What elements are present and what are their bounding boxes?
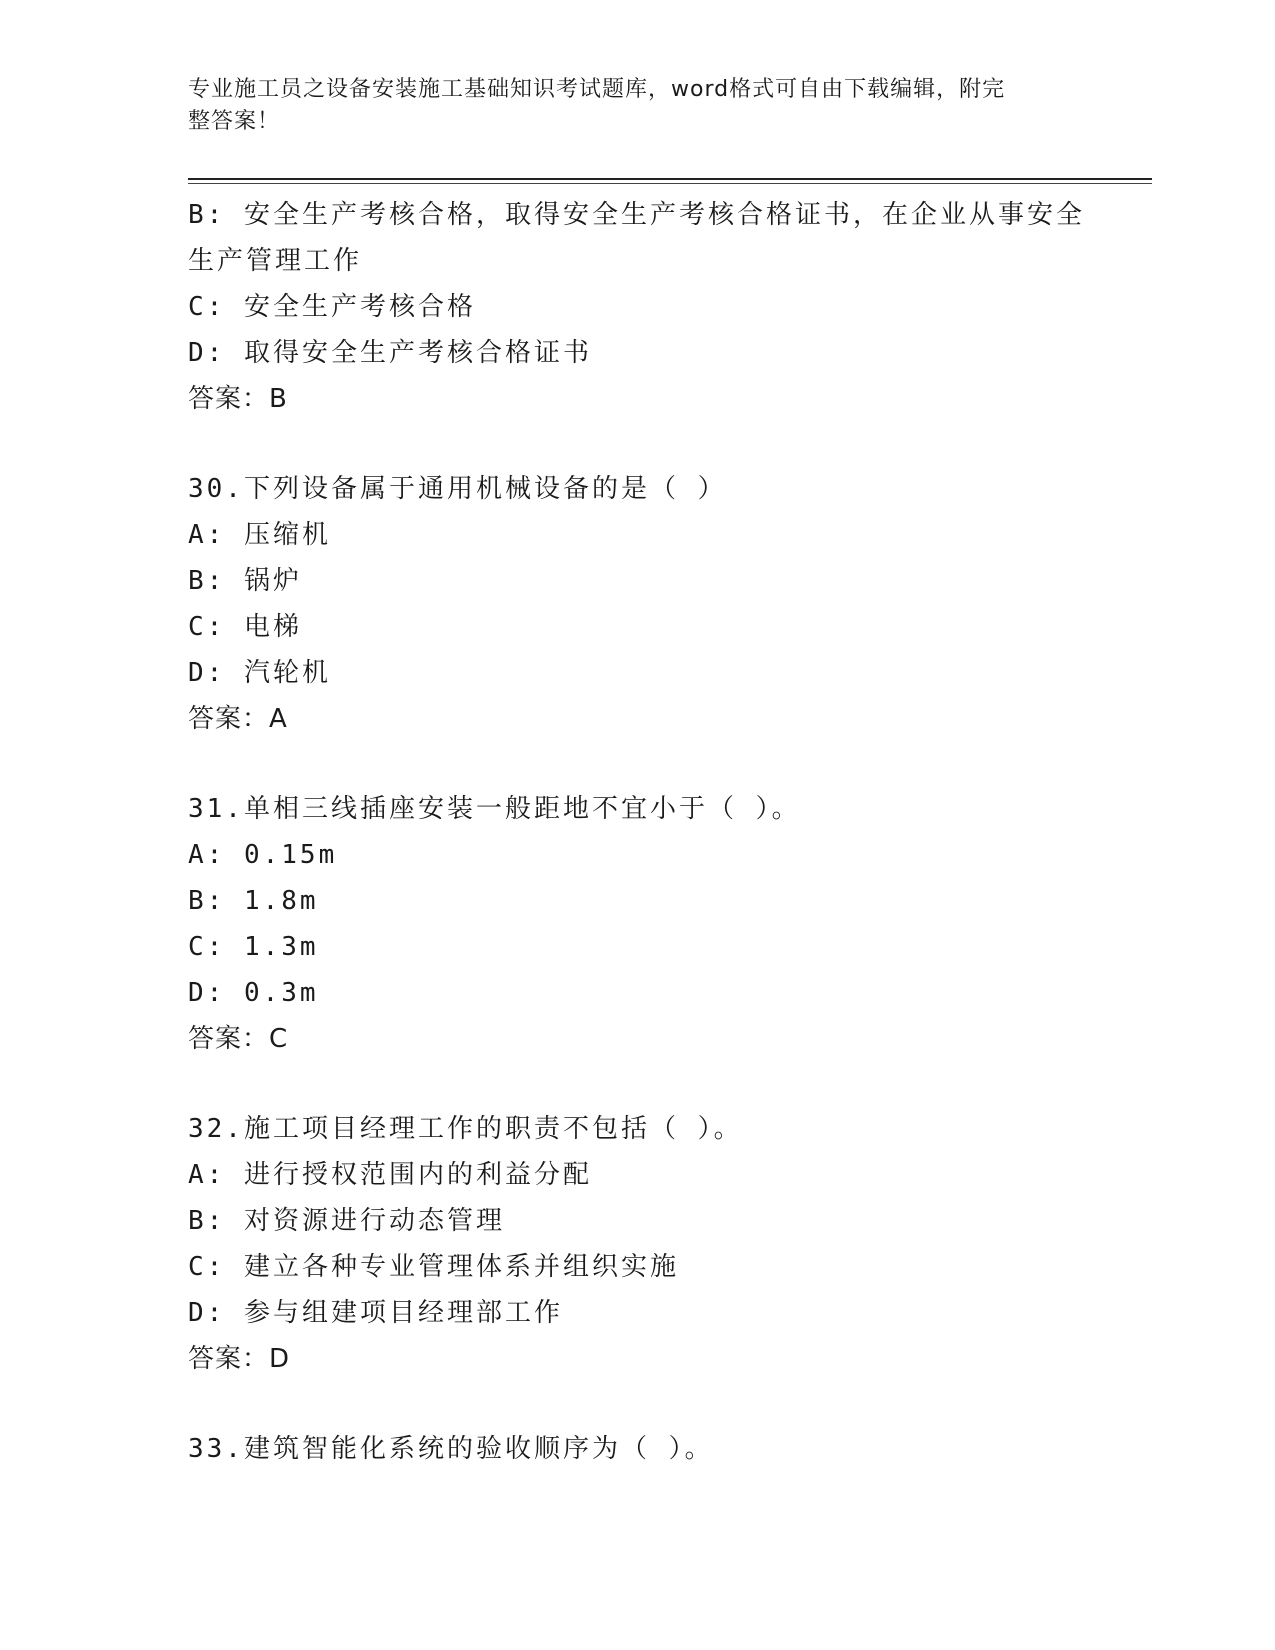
option-a: A: 进行授权范围内的利益分配 — [188, 1160, 592, 1190]
question-block-29 — [188, 192, 1128, 422]
question-title: 31.单相三线插座安装一般距地不宜小于（ ）。 — [188, 794, 801, 824]
option-d: D: 0.3m — [188, 978, 319, 1008]
question-title: 33.建筑智能化系统的验收顺序为（ ）。 — [188, 1434, 714, 1464]
question-block-31 — [188, 786, 1128, 1062]
question-block-33 — [188, 1426, 1128, 1472]
header-line-1: 专业施工员之设备安装施工基础知识考试题库，word格式可自由下载编辑，附完 — [188, 77, 1006, 102]
option-d: D: 参与组建项目经理部工作 — [188, 1298, 563, 1328]
header-divider-thick — [188, 178, 1152, 180]
answer-line: 答案：B — [188, 384, 288, 414]
question-list — [188, 192, 1128, 1472]
answer-line: 答案：A — [188, 704, 288, 734]
spacer — [188, 742, 1128, 786]
option-a: A: 压缩机 — [188, 520, 331, 550]
option-b: B: 1.8m — [188, 886, 319, 916]
option-a: A: 0.15m — [188, 840, 338, 870]
question-block-30 — [188, 466, 1128, 742]
option-c: C: 1.3m — [188, 932, 319, 962]
question-title: 32.施工项目经理工作的职责不包括（ ）。 — [188, 1114, 743, 1144]
option-d: D: 取得安全生产考核合格证书 — [188, 338, 592, 368]
header-line-2: 整答案！ — [188, 109, 281, 134]
option-d: D: 汽轮机 — [188, 658, 331, 688]
spacer — [188, 1382, 1128, 1426]
option-b: B: 对资源进行动态管理 — [188, 1206, 505, 1236]
spacer — [188, 1062, 1128, 1106]
answer-line: 答案：C — [188, 1024, 289, 1054]
header-divider-thin — [188, 183, 1152, 184]
answer-line: 答案：D — [188, 1344, 291, 1374]
option-b-line-1: B: 安全生产考核合格，取得安全生产考核合格证书，在企业从事安全 — [188, 200, 1085, 230]
question-title: 30.下列设备属于通用机械设备的是（ ） — [188, 474, 727, 504]
spacer — [188, 422, 1128, 466]
option-c: C: 电梯 — [188, 612, 302, 642]
option-c: C: 安全生产考核合格 — [188, 292, 476, 322]
question-block-32 — [188, 1106, 1128, 1382]
option-b: B: 锅炉 — [188, 566, 302, 596]
option-c: C: 建立各种专业管理体系并组织实施 — [188, 1252, 679, 1282]
document-header — [188, 74, 1088, 138]
option-b-line-2: 生产管理工作 — [188, 246, 363, 276]
